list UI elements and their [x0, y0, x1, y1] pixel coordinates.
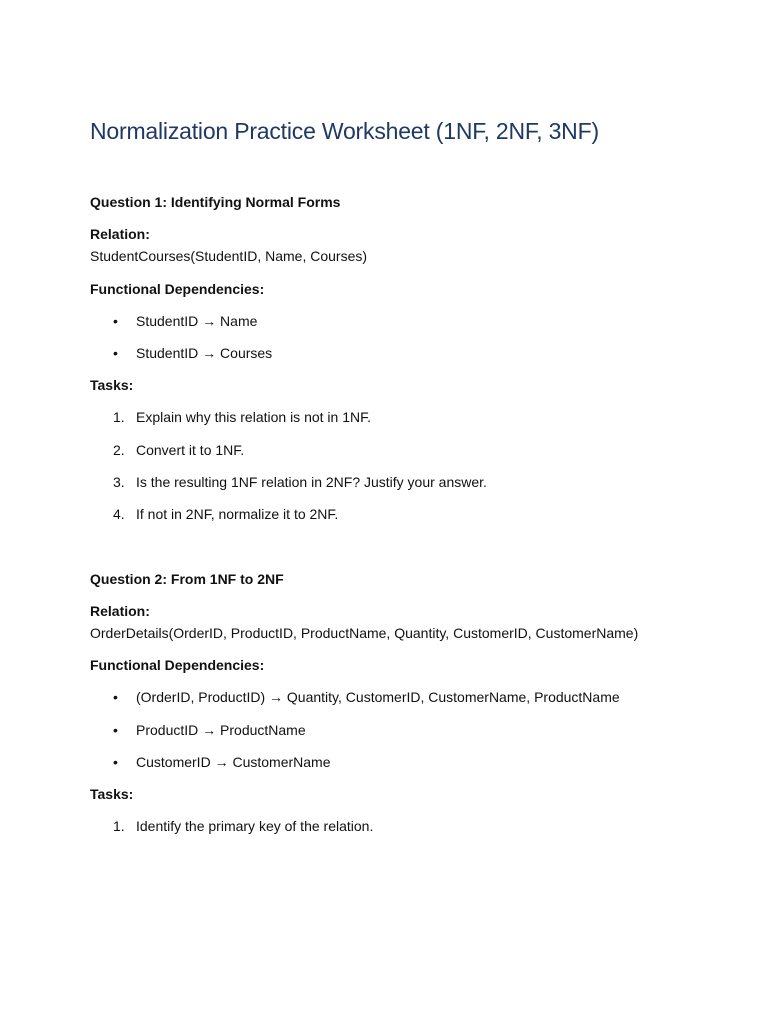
bullet-icon: •: [113, 754, 118, 770]
bullet-icon: •: [113, 722, 118, 738]
task-number: 4.: [113, 506, 125, 522]
task-number: 1.: [113, 818, 125, 834]
question-1-fd-label: Functional Dependencies:: [90, 281, 265, 297]
question-2-heading: Question 2: From 1NF to 2NF: [90, 571, 284, 587]
task-number: 1.: [113, 409, 125, 425]
question-2-fd-item: (OrderID, ProductID) → Quantity, CustomerID, CustomerName, ProductName: [136, 689, 620, 705]
question-1-relation-label: Relation:: [90, 226, 150, 242]
question-2-fd-item: CustomerID → CustomerName: [136, 754, 331, 770]
question-2-fd-label: Functional Dependencies:: [90, 657, 265, 673]
question-1-tasks-label: Tasks:: [90, 377, 134, 393]
question-1-task-item: Convert it to 1NF.: [136, 442, 245, 458]
question-1-heading: Question 1: Identifying Normal Forms: [90, 194, 341, 210]
question-2-relation-label: Relation:: [90, 603, 150, 619]
page-title: Normalization Practice Worksheet (1NF, 2NF, 3NF): [90, 118, 599, 144]
question-2-task-item: Identify the primary key of the relation.: [136, 818, 374, 834]
question-2-tasks-label: Tasks:: [90, 786, 134, 802]
bullet-icon: •: [113, 689, 118, 705]
question-2-relation: OrderDetails(OrderID, ProductID, ProductName, Quantity, CustomerID, CustomerName): [90, 625, 639, 641]
question-1-relation: StudentCourses(StudentID, Name, Courses): [90, 248, 368, 264]
task-number: 2.: [113, 442, 125, 458]
question-2-fd-item: ProductID → ProductName: [136, 722, 306, 738]
bullet-icon: •: [113, 345, 118, 361]
question-1-task-item: Is the resulting 1NF relation in 2NF? Justify your answer.: [136, 474, 487, 490]
question-1-fd-item: StudentID → Courses: [136, 345, 273, 361]
bullet-icon: •: [113, 313, 118, 329]
question-1-task-item: Explain why this relation is not in 1NF.: [136, 409, 371, 425]
question-1-task-item: If not in 2NF, normalize it to 2NF.: [136, 506, 339, 522]
question-1-fd-item: StudentID → Name: [136, 313, 258, 329]
task-number: 3.: [113, 474, 125, 490]
